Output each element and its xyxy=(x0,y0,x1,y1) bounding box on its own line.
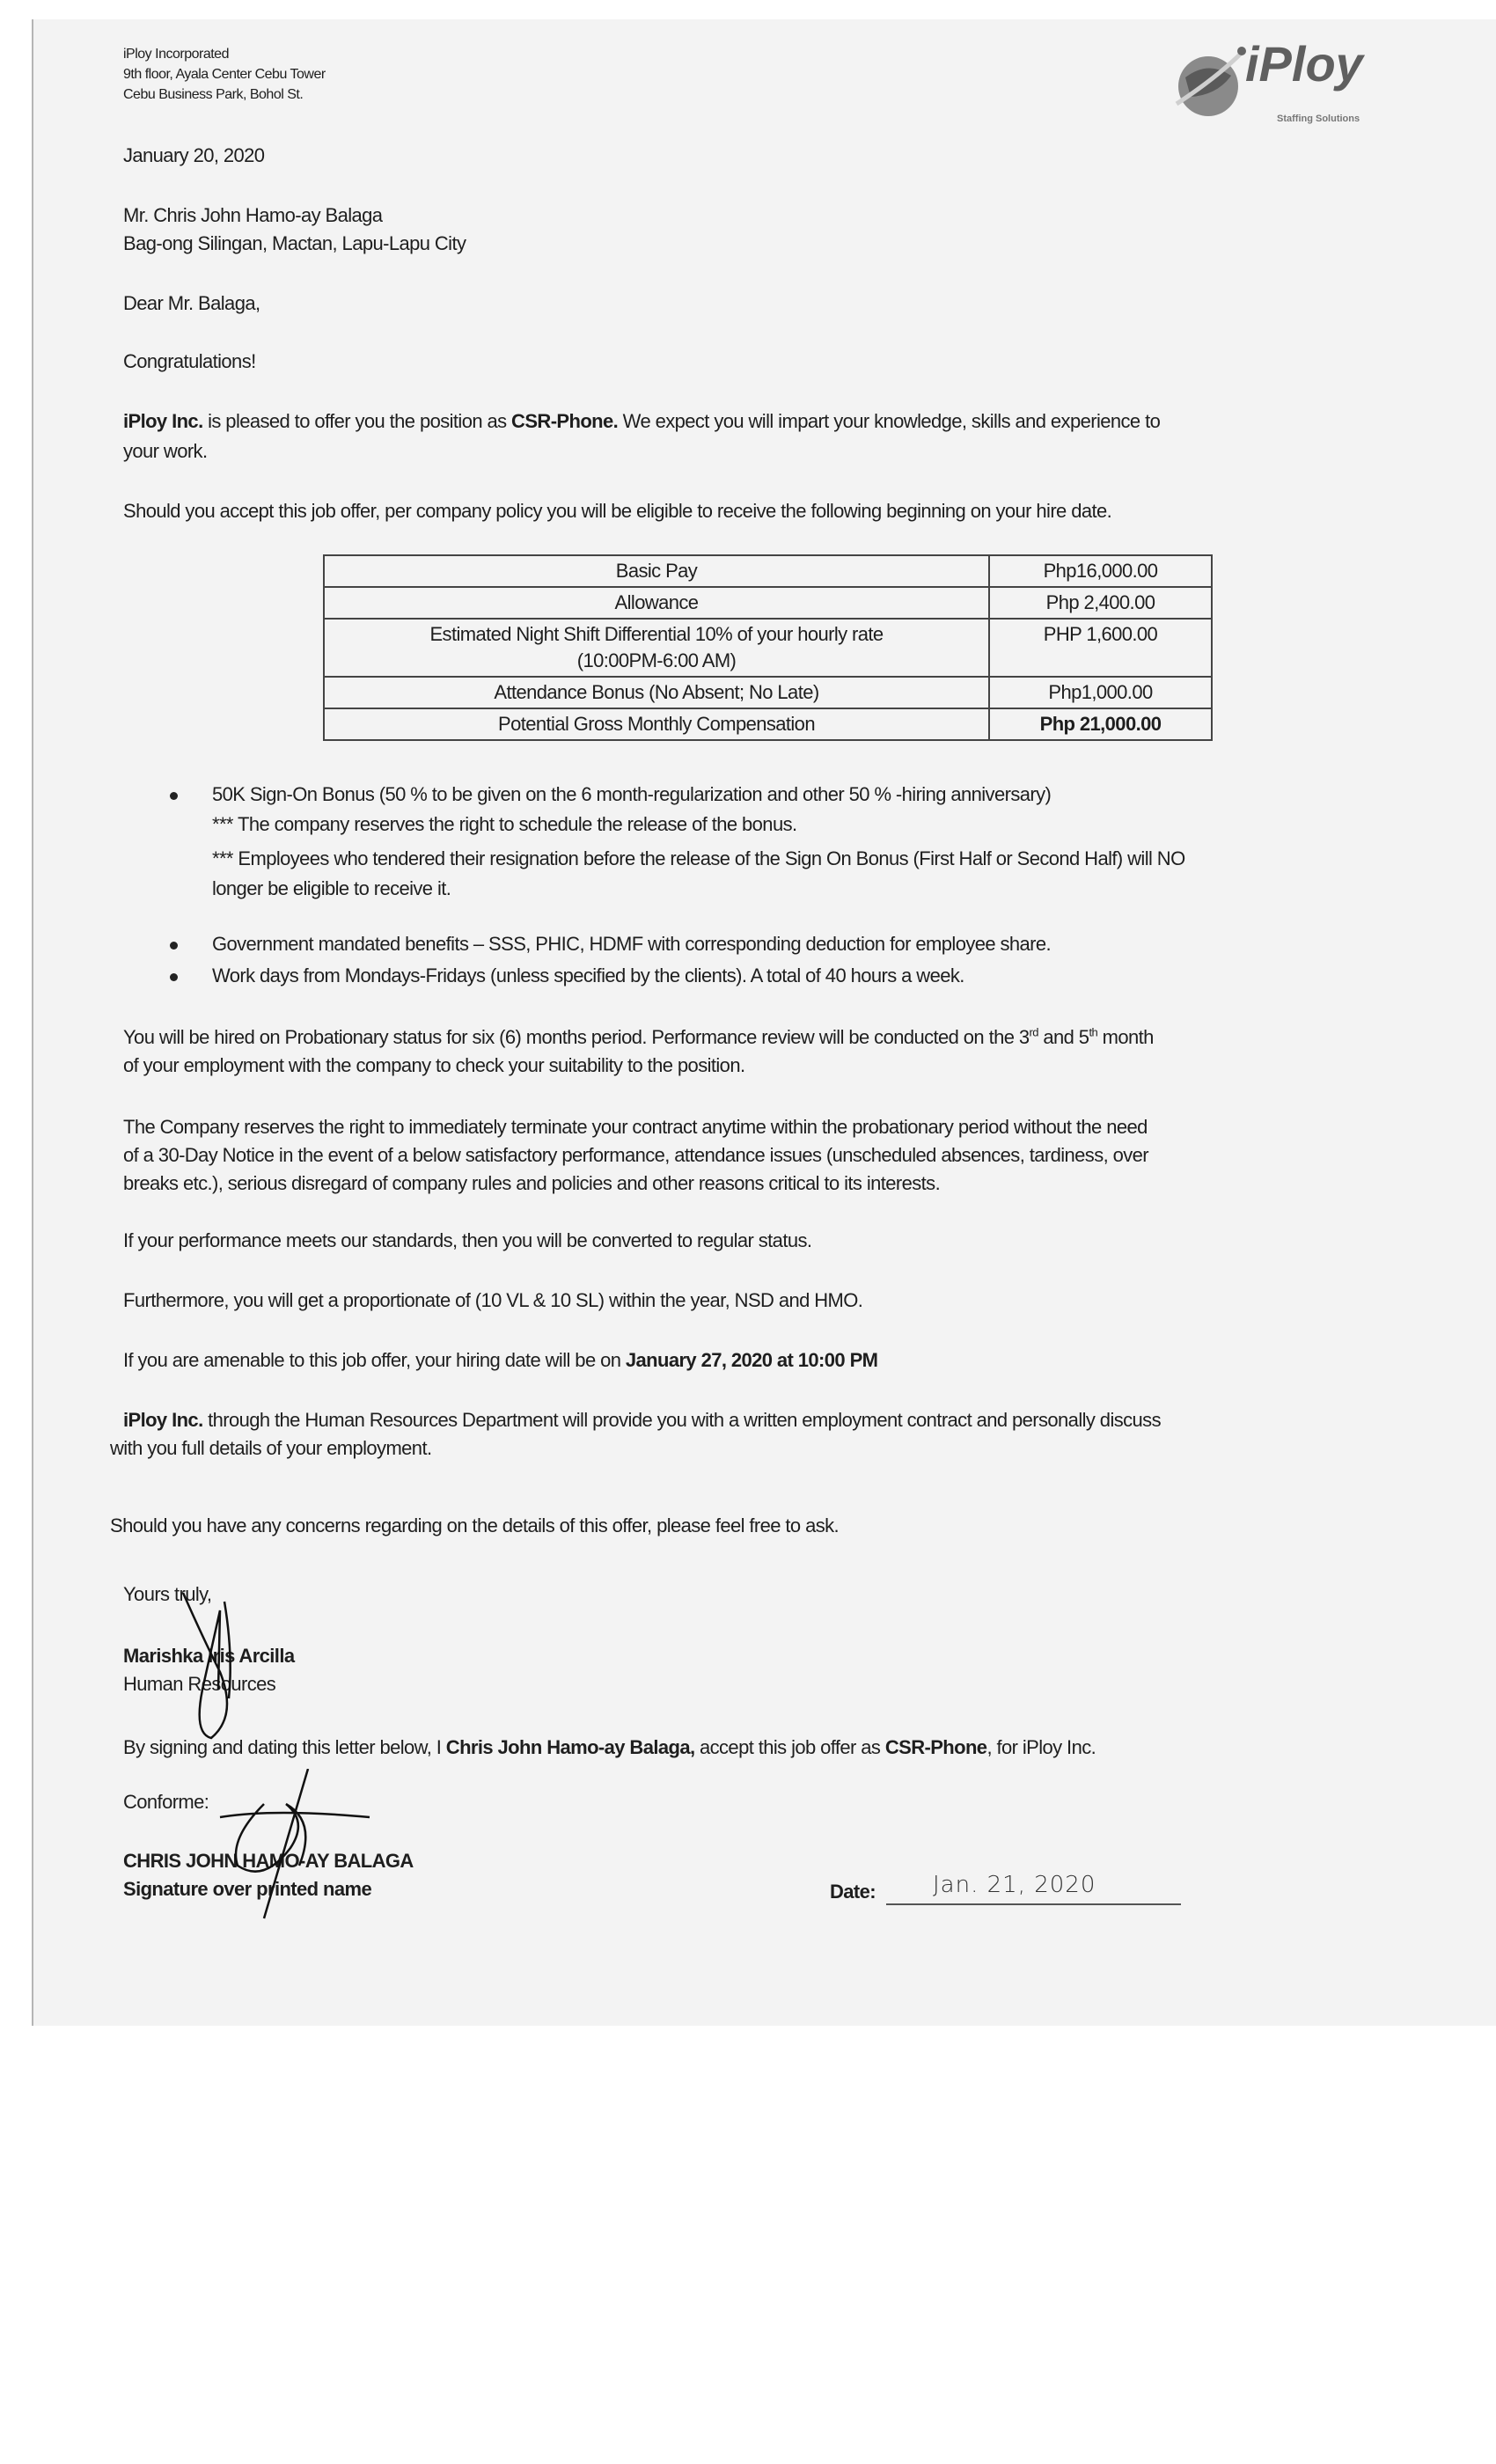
recipient-name: Mr. Chris John Hamo-ay Balaga xyxy=(123,204,383,226)
sender-address-1: 9th floor, Ayala Center Cebu Tower xyxy=(123,67,326,82)
sender-address-2: Cebu Business Park, Bohol St. xyxy=(123,87,304,102)
salutation: Dear Mr. Balaga, xyxy=(123,292,260,314)
hr-signature xyxy=(176,1584,255,1742)
leaves: Furthermore, you will get a proportionate of (10 VL & 10 SL) within the year, NSD and HMO. xyxy=(123,1289,863,1311)
table-row: Estimated Night Shift Differential 10% of your hourly rate (10:00PM-6:00 AM) PHP 1,600.00 xyxy=(324,619,1212,677)
table-row: Basic Pay Php16,000.00 xyxy=(324,555,1212,587)
table-row-total: Potential Gross Monthly Compensation Php 21,000.00 xyxy=(324,708,1212,740)
signature-caption: Signature over printed name xyxy=(123,1878,372,1900)
bonus-note-1: *** The company reserves the right to schedule the release of the bonus. xyxy=(212,813,797,835)
conforme-name: CHRIS JOHN HAMO-AY BALAGA xyxy=(123,1850,414,1872)
workdays: Work days from Mondays-Fridays (unless specified by the clients). A total of 40 hours a week. xyxy=(212,964,964,986)
conforme-label: Conforme: xyxy=(123,1791,209,1813)
bonus-note-2a: *** Employees who tendered their resignation before the release of the Sign On Bonus (First Half or Second Half) will NO xyxy=(212,847,1185,869)
contract-line-2: with you full details of your employment. xyxy=(110,1437,432,1459)
signatory-title: Human Resources xyxy=(123,1673,276,1695)
bonus-note-2b: longer be eligible to receive it. xyxy=(212,877,451,899)
benefits: Government mandated benefits – SSS, PHIC, HDMF with corresponding deduction for employee share. xyxy=(212,933,1052,955)
congratulations: Congratulations! xyxy=(123,350,256,372)
signon-bonus: 50K Sign-On Bonus (50 % to be given on the 6 month-regularization and other 50 % -hiring anniversary) xyxy=(212,783,1052,805)
table-row: Attendance Bonus (No Absent; No Late) Php1,000.00 xyxy=(324,677,1212,708)
intro-line-2: your work. xyxy=(123,440,208,462)
probation-line-1: You will be hired on Probationary status for six (6) months period. Performance review will be conducted on the 3rd and 5th month xyxy=(123,1025,1154,1048)
signed-date: Jan. 21, 2020 xyxy=(933,1872,1096,1898)
termination-line-3: breaks etc.), serious disregard of company rules and policies and other reasons critical to its interests. xyxy=(123,1172,941,1194)
eligibility-text: Should you accept this job offer, per company policy you will be eligible to receive the following beginning on your hire date. xyxy=(123,500,1112,522)
iploy-logo xyxy=(1173,35,1411,141)
recipient-address: Bag-ong Silingan, Mactan, Lapu-Lapu City xyxy=(123,232,466,254)
bullet-icon xyxy=(170,973,178,981)
intro-line-1: iPloy Inc. is pleased to offer you the position as CSR-Phone. We expect you will impart your knowledge, skills and experience to xyxy=(123,410,1161,432)
globe-icon xyxy=(1173,44,1252,123)
recipient-signature xyxy=(211,1769,387,1927)
probation-line-2: of your employment with the company to check your suitability to the position. xyxy=(123,1054,745,1076)
acceptance-statement: By signing and dating this letter below, I Chris John Hamo-ay Balaga, accept this job offer as CSR-Phone, for iPloy Inc. xyxy=(123,1736,1096,1758)
bullet-icon xyxy=(170,942,178,950)
regular-status: If your performance meets our standards, then you will be converted to regular status. xyxy=(123,1229,812,1251)
signatory-name: Marishka Iris Arcilla xyxy=(123,1645,295,1667)
compensation-table xyxy=(323,554,1213,741)
hiring-date: If you are amenable to this job offer, your hiring date will be on January 27, 2020 at 10:00 PM xyxy=(123,1349,878,1371)
bullet-icon xyxy=(170,792,178,800)
closing: Yours truly, xyxy=(123,1583,212,1605)
logo-tagline: Staffing Solutions xyxy=(1277,114,1360,124)
termination-line-2: of a 30-Day Notice in the event of a below satisfactory performance, attendance issues (unscheduled absences, tardiness, over xyxy=(123,1144,1149,1166)
logo-wordmark: iPloy xyxy=(1245,36,1363,92)
table-row: Allowance Php 2,400.00 xyxy=(324,587,1212,619)
termination-line-1: The Company reserves the right to immediately terminate your contract anytime within the probationary period without the need xyxy=(123,1116,1148,1138)
date-line xyxy=(886,1903,1181,1905)
contract-line-1: iPloy Inc. through the Human Resources Department will provide you with a written employment contract and personally discuss xyxy=(123,1409,1161,1431)
concerns: Should you have any concerns regarding on the details of this offer, please feel free to ask. xyxy=(110,1514,840,1536)
sender-company: iPloy Incorporated xyxy=(123,47,229,62)
letter-date: January 20, 2020 xyxy=(123,144,265,166)
date-label: Date: xyxy=(830,1881,876,1903)
